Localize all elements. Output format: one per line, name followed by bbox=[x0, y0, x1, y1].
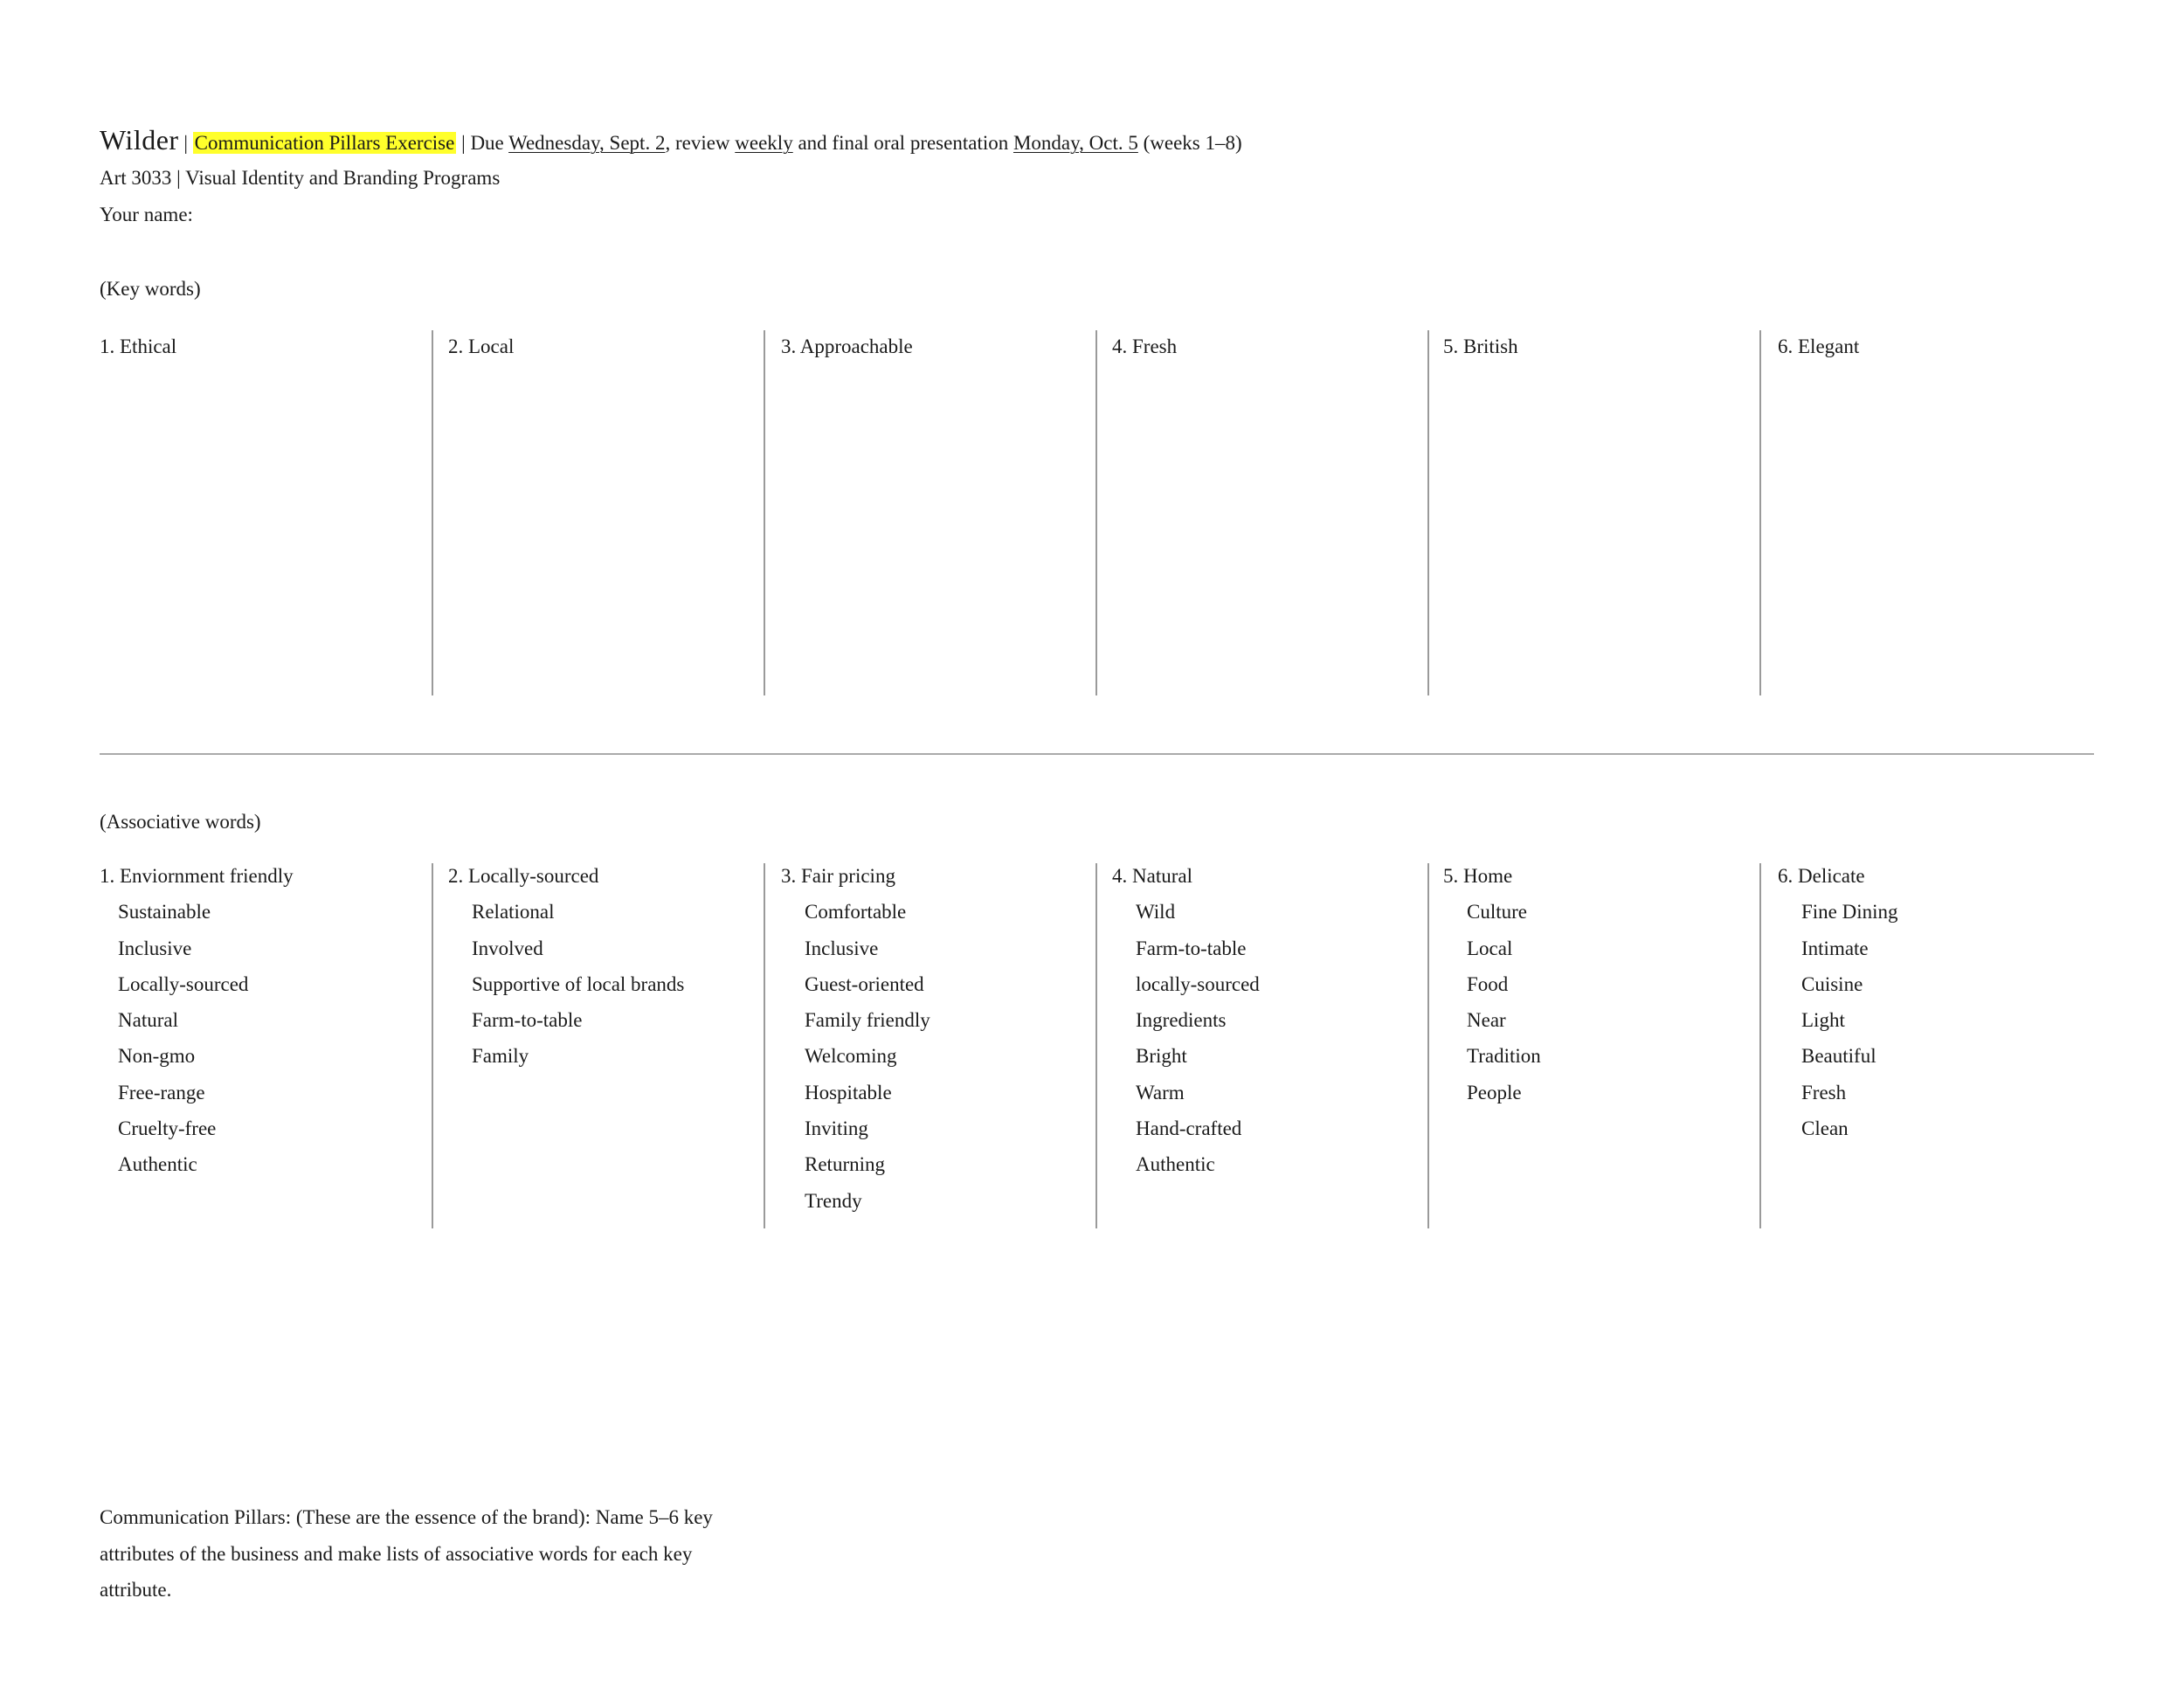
list-item: Guest-oriented bbox=[805, 972, 924, 995]
column-divider bbox=[1427, 863, 1429, 1228]
list-item: Fine Dining bbox=[1801, 901, 1898, 924]
review-prefix: , review bbox=[665, 132, 736, 154]
heading-separator: | bbox=[178, 132, 193, 154]
associative-column-3 bbox=[781, 858, 930, 1219]
column-divider bbox=[1095, 330, 1097, 695]
list-item: Free-range bbox=[118, 1081, 205, 1103]
list-item: Cuisine bbox=[1801, 972, 1863, 995]
key-word-1: 1. Ethical bbox=[100, 336, 177, 357]
associative-title-3: 3. Fair pricing bbox=[781, 865, 895, 887]
key-word-2: 2. Local bbox=[448, 336, 515, 357]
list-item: Involved bbox=[472, 937, 543, 959]
course-title: Art 3033 | Visual Identity and Branding Programs bbox=[100, 167, 501, 189]
associative-words-label: (Associative words) bbox=[100, 811, 261, 833]
column-divider bbox=[1759, 863, 1761, 1228]
your-name-label: Your name: bbox=[100, 204, 193, 225]
associative-title-2: 2. Locally-sourced bbox=[448, 865, 599, 887]
associative-column-6 bbox=[1778, 858, 1898, 1146]
list-item: Inclusive bbox=[118, 937, 192, 959]
due-date: Wednesday, Sept. 2 bbox=[508, 132, 666, 154]
list-item: Natural bbox=[118, 1009, 178, 1032]
key-word-3: 3. Approachable bbox=[781, 336, 913, 357]
associative-title-4: 4. Natural bbox=[1112, 865, 1192, 887]
list-item: locally-sourced bbox=[1136, 972, 1260, 995]
list-item: Authentic bbox=[118, 1153, 197, 1176]
list-item: Clean bbox=[1801, 1117, 1849, 1140]
section-divider bbox=[100, 753, 2094, 755]
list-item: Bright bbox=[1136, 1045, 1187, 1068]
column-divider bbox=[764, 863, 765, 1228]
list-item: Light bbox=[1801, 1009, 1845, 1032]
list-item: Wild bbox=[1136, 901, 1176, 924]
associative-column-2 bbox=[448, 858, 684, 1075]
list-item: Hand-crafted bbox=[1136, 1117, 1242, 1140]
column-divider bbox=[1095, 863, 1097, 1228]
list-item: Relational bbox=[472, 901, 555, 924]
column-divider bbox=[764, 330, 765, 695]
column-divider bbox=[432, 330, 433, 695]
instructions-note: Communication Pillars: (These are the essence of the brand): Name 5–6 key attributes of the business and make lists of associative words for each key attribute. bbox=[100, 1506, 713, 1601]
list-item: Locally-sourced bbox=[118, 972, 249, 995]
column-divider bbox=[432, 863, 433, 1228]
column-divider bbox=[1759, 330, 1761, 695]
list-item: Fresh bbox=[1801, 1081, 1847, 1103]
list-item: Food bbox=[1467, 972, 1509, 995]
final-prefix: and final oral presentation bbox=[792, 132, 1013, 154]
key-word-4: 4. Fresh bbox=[1112, 336, 1178, 357]
review-frequency: weekly bbox=[735, 132, 793, 154]
list-item: Authentic bbox=[1136, 1153, 1215, 1176]
list-item: Cruelty-free bbox=[118, 1117, 217, 1140]
associative-column-1 bbox=[100, 858, 294, 1183]
list-item: Tradition bbox=[1467, 1045, 1541, 1068]
associative-title-6: 6. Delicate bbox=[1778, 865, 1865, 887]
associative-column-4 bbox=[1112, 858, 1260, 1183]
list-item: Inviting bbox=[805, 1117, 868, 1140]
list-item: Farm-to-table bbox=[1136, 937, 1247, 959]
list-item: Trendy bbox=[805, 1189, 862, 1212]
list-item: Supportive of local brands bbox=[472, 972, 685, 995]
document-heading bbox=[100, 121, 1242, 163]
list-item: Sustainable bbox=[118, 901, 211, 924]
list-item: Intimate bbox=[1801, 937, 1869, 959]
associative-title-1: 1. Enviornment friendly bbox=[100, 865, 294, 887]
final-presentation-date: Monday, Oct. 5 bbox=[1013, 132, 1138, 154]
list-item: Family friendly bbox=[805, 1009, 930, 1032]
associative-column-5 bbox=[1443, 858, 1541, 1110]
list-item: Farm-to-table bbox=[472, 1009, 583, 1032]
key-word-5: 5. British bbox=[1443, 336, 1518, 357]
key-word-6: 6. Elegant bbox=[1778, 336, 1860, 357]
list-item: Family bbox=[472, 1045, 529, 1068]
list-item: Welcoming bbox=[805, 1045, 897, 1068]
list-item: Culture bbox=[1467, 901, 1527, 924]
list-item: Warm bbox=[1136, 1081, 1185, 1103]
list-item: Ingredients bbox=[1136, 1009, 1227, 1032]
due-prefix: | Due bbox=[456, 132, 509, 154]
list-item: Comfortable bbox=[805, 901, 907, 924]
list-item: Hospitable bbox=[805, 1081, 892, 1103]
associative-title-5: 5. Home bbox=[1443, 865, 1513, 887]
key-words-label: (Key words) bbox=[100, 278, 201, 300]
list-item: Returning bbox=[805, 1153, 885, 1176]
weeks-range: (weeks 1–8) bbox=[1137, 132, 1242, 154]
list-item: Non-gmo bbox=[118, 1045, 196, 1068]
list-item: People bbox=[1467, 1081, 1522, 1103]
list-item: Near bbox=[1467, 1009, 1506, 1032]
column-divider bbox=[1427, 330, 1429, 695]
list-item: Local bbox=[1467, 937, 1513, 959]
list-item: Beautiful bbox=[1801, 1045, 1876, 1068]
exercise-title-highlighted: Communication Pillars Exercise bbox=[194, 132, 455, 154]
list-item: Inclusive bbox=[805, 937, 879, 959]
brand-name: Wilder bbox=[100, 124, 179, 156]
